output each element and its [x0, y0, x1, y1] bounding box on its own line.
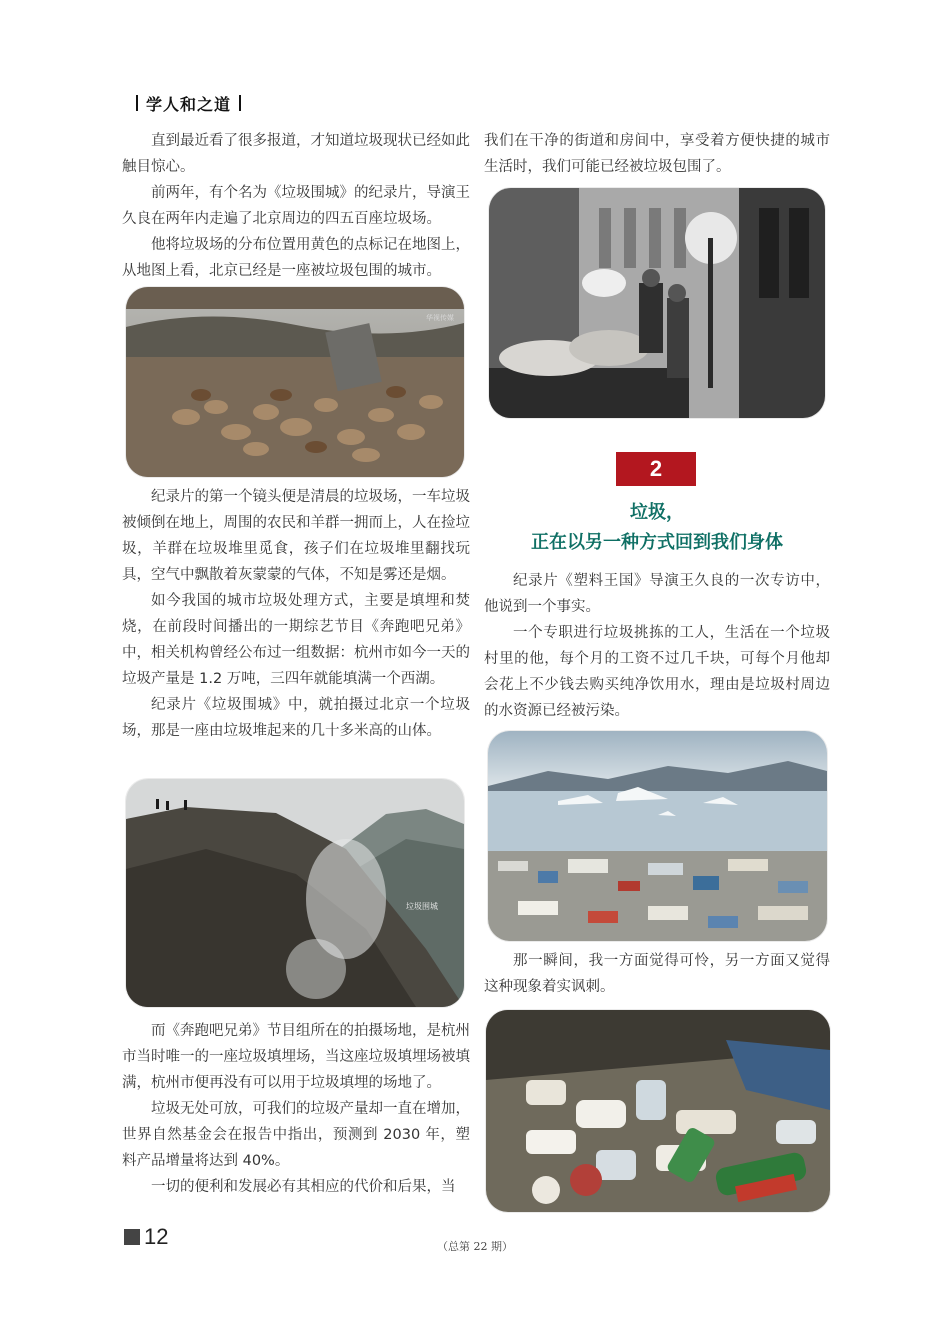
paragraph: 如今我国的城市垃圾处理方式，主要是填埋和焚烧，在前段时间播出的一期综艺节目《奔跑吧兄弟》中，相关机构曾经公布过一组数据：杭州市如今一天的垃圾产量是 1.2 万吨，三四年就能填满一个西湖。 — [122, 593, 470, 687]
left-text-block-2 — [122, 484, 470, 744]
right-text-block-2 — [484, 568, 830, 724]
paragraph: 而《奔跑吧兄弟》节目组所在的拍摄场地，是杭州市当时唯一的一座垃圾填埋场，当这座垃圾填埋场被填满，杭州市便再没有可以用于垃圾填埋的场地了。 — [122, 1023, 470, 1091]
issue-number: （总第 22 期） — [437, 1240, 513, 1253]
paragraph: 他将垃圾场的分布位置用黄色的点标记在地图上，从地图上看，北京已经是一座被垃圾包围的城市。 — [122, 237, 470, 279]
paragraph: 一切的便利和发展必有其相应的代价和后果，当 — [151, 1179, 456, 1195]
photo-plastic-bottles — [486, 1010, 830, 1212]
paragraph: 那一瞬间，我一方面觉得可怜，另一方面又觉得这种现象着实讽刺。 — [484, 953, 830, 995]
column-header — [128, 92, 249, 114]
section-title — [484, 498, 830, 558]
section-title-line: 垃圾， — [630, 502, 684, 523]
photo-coastal-landfill — [488, 731, 827, 941]
right-text-block-1 — [484, 128, 830, 180]
left-text-block-3 — [122, 1018, 470, 1200]
paragraph: 垃圾无处可放，可我们的垃圾产量却一直在增加，世界自然基金会在报告中指出，预测到 2030 年，塑料产品增量将达到 40%。 — [122, 1101, 470, 1169]
photo-garbage-mountain — [126, 779, 464, 1007]
column-title: 学人和之道 — [146, 94, 232, 114]
paragraph: 直到最近看了很多报道，才知道垃圾现状已经如此触目惊心。 — [122, 133, 470, 175]
paragraph: 纪录片的第一个镜头便是清晨的垃圾场，一车垃圾被倾倒在地上，周围的农民和羊群一拥而上，人在捡垃圾，羊群在垃圾堆里觅食，孩子们在垃圾堆里翻找玩具，空气中飘散着灰蒙蒙的气体，不知是雾还是烟。 — [122, 489, 470, 583]
paragraph: 一个专职进行垃圾挑拣的工人，生活在一个垃圾村里的他，每个月的工资不过几千块，可每个月他却会花上不少钱去购买纯净饮用水，理由是垃圾村周边的水资源已经被污染。 — [484, 625, 830, 719]
paragraph: 我们在干净的街道和房间中，享受着方便快捷的城市生活时，我们可能已经被垃圾包围了。 — [484, 133, 830, 175]
page-number-text: 12 — [144, 1224, 169, 1249]
header-bar-right — [239, 95, 241, 111]
photo-watermark: 垃圾围城 — [406, 902, 438, 911]
section-title-line: 正在以另一种方式回到我们身体 — [531, 532, 783, 553]
right-text-block-3 — [484, 948, 830, 1000]
paragraph: 纪录片《垃圾围城》中，就拍摄过北京一个垃圾场，那是一座由垃圾堆起来的几十多米高的山体。 — [122, 697, 470, 739]
photo-watermark: 华视传媒 — [426, 314, 454, 322]
section-number-badge: 2 — [616, 452, 696, 486]
paragraph: 前两年，有个名为《垃圾围城》的纪录片，导演王久良在两年内走遍了北京周边的四五百座垃圾场。 — [122, 185, 470, 227]
paragraph: 纪录片《塑料王国》导演王久良的一次专访中，他说到一个事实。 — [484, 573, 830, 615]
photo-street-garbage — [489, 188, 825, 418]
left-text-block-1 — [122, 128, 470, 284]
photo-sheep-landfill — [126, 287, 464, 477]
header-bar-left — [136, 95, 138, 111]
